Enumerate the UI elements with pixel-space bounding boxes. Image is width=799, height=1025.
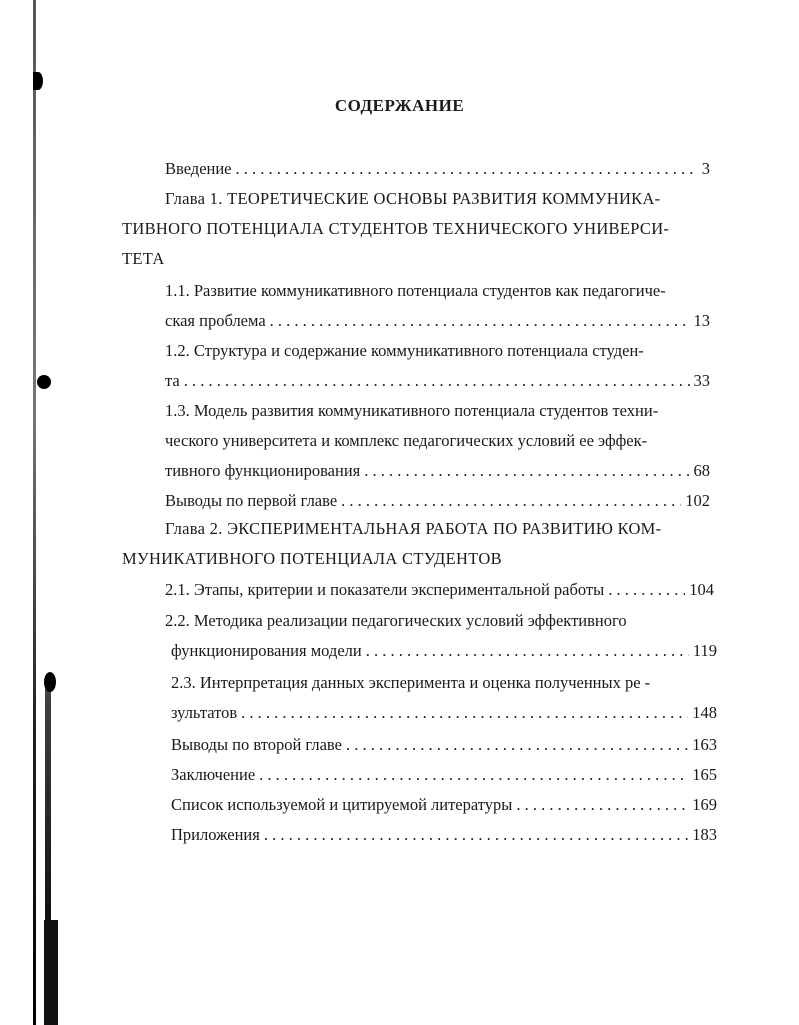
toc-page-number: 13 xyxy=(693,311,710,330)
toc-entry-1-1 xyxy=(165,311,710,331)
toc-entry-2-1 xyxy=(165,580,714,600)
toc-entry-references xyxy=(171,795,717,815)
toc-leader-dots xyxy=(264,825,688,845)
toc-leader-dots xyxy=(236,159,698,179)
toc-section-1-1-line: 1.1. Развитие коммуникативного потенциала студентов как педагогиче- xyxy=(165,281,666,300)
toc-leader-dots xyxy=(366,641,689,661)
toc-entry-2-3 xyxy=(171,703,717,723)
toc-entry-2-2 xyxy=(171,641,717,661)
toc-section-1-2-line: 1.2. Структура и содержание коммуникативного потенциала студен- xyxy=(165,341,644,360)
toc-page-number: 3 xyxy=(701,159,710,178)
toc-page-number: 102 xyxy=(685,491,710,510)
toc-leader-dots xyxy=(608,580,685,600)
page-title: СОДЕРЖАНИЕ xyxy=(334,96,465,115)
toc-leader-dots xyxy=(364,461,689,481)
toc-section-2-3-line: 2.3. Интерпретация данных эксперимента и оценка полученных ре - xyxy=(171,673,651,692)
toc-entry-conclusions-1 xyxy=(165,491,710,511)
toc-entry-label: зультатов xyxy=(171,703,238,722)
scan-binding-edge xyxy=(44,920,58,1025)
toc-page-number: 148 xyxy=(692,703,717,722)
punch-hole-mark xyxy=(37,375,51,389)
toc-entry-label: Список используемой и цитируемой литературы xyxy=(171,795,513,814)
toc-leader-dots xyxy=(259,765,688,785)
toc-entry-label: тивного функционирования xyxy=(165,461,361,480)
toc-chapter-1-line: ТИВНОГО ПОТЕНЦИАЛА СТУДЕНТОВ ТЕХНИЧЕСКОГО УНИВЕРСИ- xyxy=(122,219,670,238)
toc-leader-dots xyxy=(346,735,688,755)
toc-page-number: 163 xyxy=(692,735,717,754)
toc-entry-label: ская проблема xyxy=(165,311,266,330)
toc-entry-label: та xyxy=(165,371,180,390)
scan-left-edge xyxy=(33,0,36,1025)
toc-entry-conclusions-2 xyxy=(171,735,717,755)
toc-entry-label: 2.1. Этапы, критерии и показатели экспериментальной работы xyxy=(165,580,605,599)
toc-page-number: 119 xyxy=(692,641,717,660)
toc-chapter-2-line: Глава 2. ЭКСПЕРИМЕНТАЛЬНАЯ РАБОТА ПО РАЗВИТИЮ КОМ- xyxy=(165,519,662,538)
toc-chapter-1-line: ТЕТА xyxy=(122,249,165,268)
toc-entry-1-3 xyxy=(165,461,710,481)
toc-entry-label: Выводы по второй главе xyxy=(171,735,342,754)
toc-leader-dots xyxy=(516,795,688,815)
toc-entry-conclusion xyxy=(171,765,717,785)
toc-leader-dots xyxy=(184,371,690,391)
toc-entry-label: Заключение xyxy=(171,765,256,784)
punch-hole-mark xyxy=(44,672,56,692)
scan-binding-shadow xyxy=(45,680,51,920)
toc-page-number: 183 xyxy=(692,825,717,844)
toc-page-number: 165 xyxy=(692,765,717,784)
toc-page-number: 169 xyxy=(692,795,717,814)
toc-leader-dots xyxy=(341,491,681,511)
toc-entry-appendices xyxy=(171,825,717,845)
punch-hole-mark xyxy=(33,72,43,90)
toc-entry-label: Введение xyxy=(165,159,232,178)
toc-page-number: 33 xyxy=(693,371,710,390)
toc-entry-intro xyxy=(165,159,710,179)
toc-section-2-2-line: 2.2. Методика реализации педагогических условий эффективного xyxy=(165,611,627,630)
toc-section-1-3-line: ческого университета и комплекс педагогических условий ее эффек- xyxy=(165,431,648,450)
toc-entry-1-2 xyxy=(165,371,710,391)
toc-leader-dots xyxy=(241,703,688,723)
toc-page-number: 68 xyxy=(693,461,710,480)
toc-leader-dots xyxy=(270,311,690,331)
toc-page-number: 104 xyxy=(689,580,714,599)
toc-entry-label: Приложения xyxy=(171,825,260,844)
toc-entry-label: Выводы по первой главе xyxy=(165,491,338,510)
toc-chapter-1-line: Глава 1. ТЕОРЕТИЧЕСКИЕ ОСНОВЫ РАЗВИТИЯ КОММУНИКА- xyxy=(165,189,661,208)
toc-chapter-2-line: МУНИКАТИВНОГО ПОТЕНЦИАЛА СТУДЕНТОВ xyxy=(122,549,502,568)
toc-entry-label: функционирования модели xyxy=(171,641,362,660)
toc-section-1-3-line: 1.3. Модель развития коммуникативного потенциала студентов техни- xyxy=(165,401,659,420)
